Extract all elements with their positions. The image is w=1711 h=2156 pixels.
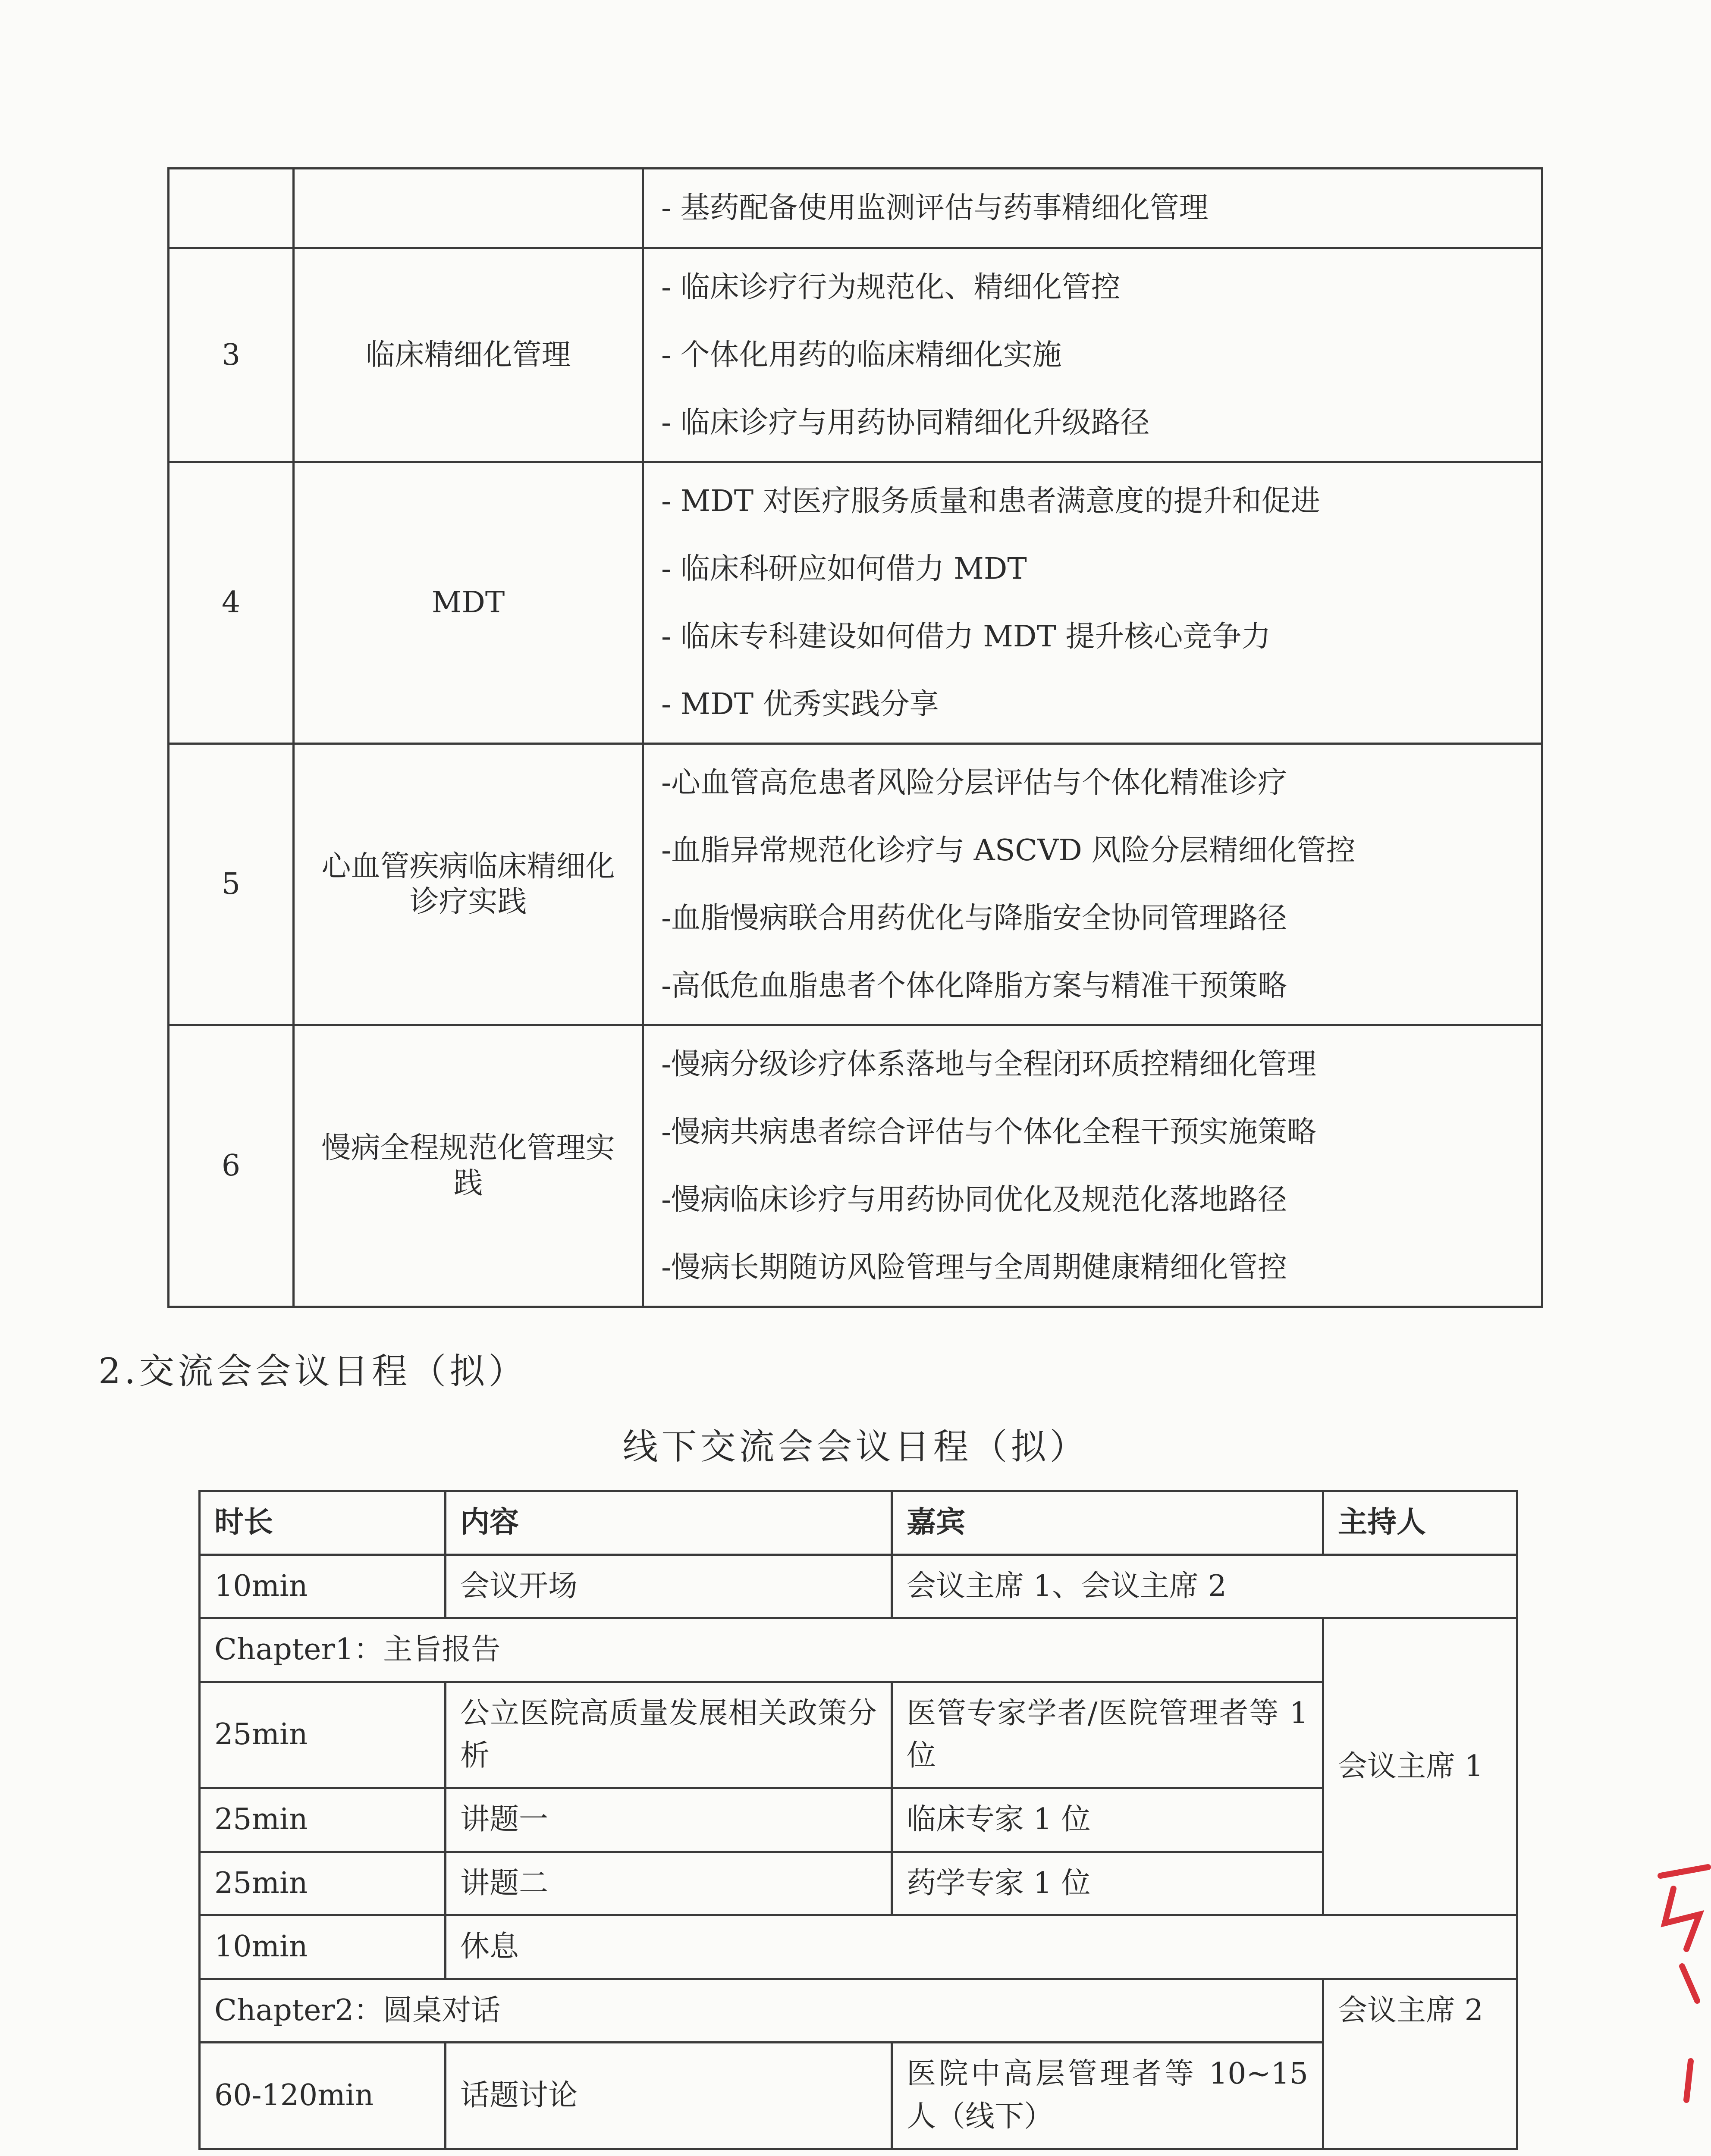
seal-stamp-icon	[1656, 1858, 1711, 2156]
content-cell: 话题讨论	[446, 2043, 892, 2149]
title-cell: 心血管疾病临床精细化诊疗实践	[294, 744, 643, 1025]
guest-cell: 药学专家 1 位	[892, 1852, 1323, 1915]
header-content: 内容	[446, 1491, 892, 1555]
duration-cell: 25min	[200, 1852, 446, 1915]
list-item: -慢病长期随访风险管理与全周期健康精细化管控	[661, 1250, 1287, 1285]
list-item: -血脂异常规范化诊疗与 ASCVD 风险分层精细化管控	[661, 834, 1356, 868]
content-cell: 讲题一	[446, 1788, 892, 1852]
content-cell: 公立医院高质量发展相关政策分析	[446, 1682, 892, 1788]
title-cell: 临床精细化管理	[294, 248, 643, 462]
list-item: - 个体化用药的临床精细化实施	[661, 338, 1062, 372]
chapter-label: Chapter2：圆桌对话	[200, 1979, 1323, 2043]
items-cell	[643, 1025, 1542, 1307]
host-cell: 会议主席 2	[1323, 1979, 1517, 2149]
title-cell	[294, 169, 643, 248]
content-cell: 休息	[446, 1915, 1517, 1979]
table-row	[200, 1554, 1517, 1618]
content-cell: 会议开场	[446, 1554, 892, 1618]
guest-cell: 医管专家学者/医院管理者等 1 位	[892, 1682, 1323, 1788]
table-row	[200, 2043, 1517, 2149]
guest-cell: 医院中高层管理者等 10~15 人（线下）	[892, 2043, 1323, 2149]
table-row	[200, 1788, 1517, 1852]
list-item: - 临床诊疗与用药协同精细化升级路径	[661, 406, 1150, 440]
content-cell: 讲题二	[446, 1852, 892, 1915]
host-cell: 会议主席 1	[1323, 1618, 1517, 1915]
duration-cell: 10min	[200, 1915, 446, 1979]
topics-table	[167, 167, 1543, 1308]
table-row	[169, 462, 1542, 744]
list-item: - 临床科研应如何借力 MDT	[661, 552, 1027, 586]
list-item: -慢病共病患者综合评估与个体化全程干预实施策略	[661, 1115, 1316, 1149]
number-cell: 3	[169, 248, 294, 462]
list-item: -高低危血脂患者个体化降脂方案与精准干预策略	[661, 969, 1287, 1003]
header-guest: 嘉宾	[892, 1491, 1323, 1555]
guest-cell: 临床专家 1 位	[892, 1788, 1323, 1852]
table-row	[200, 1852, 1517, 1915]
list-item: - 临床诊疗行为规范化、精细化管控	[661, 270, 1121, 304]
title-cell: MDT	[294, 462, 643, 744]
schedule-title: 线下交流会会议日程（拟）	[622, 1426, 1089, 1467]
items-cell	[643, 462, 1542, 744]
duration-cell: 25min	[200, 1682, 446, 1788]
number-cell: 6	[169, 1025, 294, 1307]
guest-cell: 会议主席 1、会议主席 2	[892, 1554, 1517, 1618]
table-row	[169, 1025, 1542, 1307]
chapter-row	[200, 1979, 1517, 2043]
table-row	[200, 1682, 1517, 1788]
header-duration: 时长	[200, 1491, 446, 1555]
list-item: -慢病临床诊疗与用药协同优化及规范化落地路径	[661, 1183, 1287, 1217]
list-item: -慢病分级诊疗体系落地与全程闭环质控精细化管理	[661, 1047, 1316, 1081]
list-item: - 临床专科建设如何借力 MDT 提升核心竞争力	[661, 620, 1271, 654]
number-cell	[169, 169, 294, 248]
items-cell	[643, 744, 1542, 1025]
table-row	[169, 169, 1542, 248]
schedule-table	[198, 1490, 1518, 2150]
table-header-row	[200, 1491, 1517, 1555]
list-item: -心血管高危患者风险分层评估与个体化精准诊疗	[661, 766, 1287, 800]
header-host: 主持人	[1323, 1491, 1517, 1555]
duration-cell: 10min	[200, 1554, 446, 1618]
list-item: - 基药配备使用监测评估与药事精细化管理	[661, 191, 1209, 225]
list-item: -血脂慢病联合用药优化与降脂安全协同管理路径	[661, 901, 1287, 935]
chapter-row	[200, 1618, 1517, 1682]
title-cell: 慢病全程规范化管理实践	[294, 1025, 643, 1307]
table-row	[200, 1915, 1517, 1979]
number-cell: 4	[169, 462, 294, 744]
list-item: - MDT 对医疗服务质量和患者满意度的提升和促进	[661, 484, 1320, 518]
number-cell: 5	[169, 744, 294, 1025]
duration-cell: 25min	[200, 1788, 446, 1852]
section-heading: 2.交流会会议日程（拟）	[98, 1351, 527, 1392]
items-cell	[643, 248, 1542, 462]
table-row	[169, 248, 1542, 462]
items-cell	[643, 169, 1542, 248]
chapter-label: Chapter1：主旨报告	[200, 1618, 1323, 1682]
duration-cell: 60-120min	[200, 2043, 446, 2149]
list-item: - MDT 优秀实践分享	[661, 687, 939, 721]
table-row	[169, 744, 1542, 1025]
